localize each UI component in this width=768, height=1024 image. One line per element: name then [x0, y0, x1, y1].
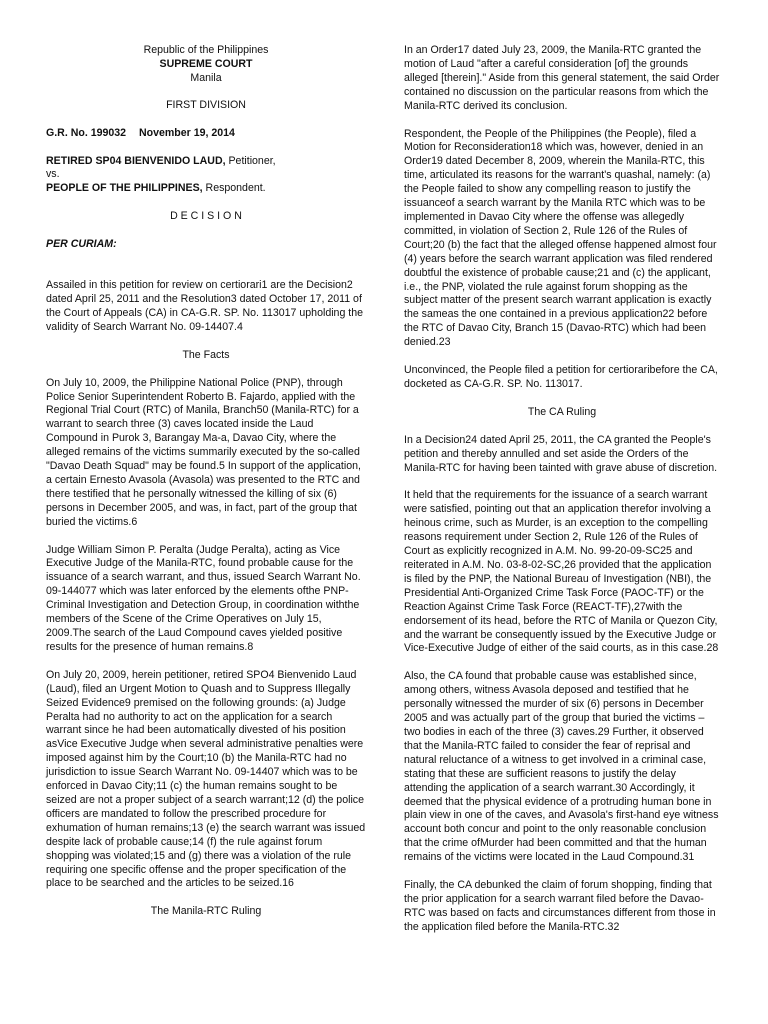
decision-date: November 19, 2014	[138, 126, 235, 139]
facts-heading: The Facts	[182, 348, 230, 361]
court-name: SUPREME COURT	[159, 57, 253, 70]
ca-ruling-heading: The CA Ruling	[527, 405, 597, 418]
respondent-role: Respondent.	[202, 182, 266, 195]
case-number-row	[46, 127, 366, 141]
facts-paragraph-3: On July 20, 2009, herein petitioner, retired SPO4 Bienvenido Laud (Laud), filed an Urgent Motion to Quash and to Suppress Illegally Seized Evidence9 premised on the following grounds: (a) Judge Peralta had no authority to act on the application for a search warrant since he had been automatically divested of his position asVice Executive Judge when several administrative penalties were imposed against him by the Court;10 (b) the Manila-RTC had no jurisdiction to issue Search Warrant No. 09-14407 which was to be enforced in Davao City;11 (c) the human remains sought to be seized are not a proper subject of a search warrant;12 (d) the police officers are mandated to follow the prescribed procedure for exhumation of human remains;13 (e) the search warrant was issued despite lack of probable cause;14 (f) the rule against forum shopping was violated;15 and (g) there was a violation of the rule requiring one specific offense and the proper specification of the place to be searched and the articles to be seized.16	[46, 668, 366, 890]
petitioner-name: RETIRED SP04 BIENVENIDO LAUD,	[46, 154, 226, 167]
ca-paragraph-2: It held that the requirements for the issuance of a search warrant were satisfied, pointing out that an application therefor involving a heinous crime, such as Murder, is an exception to the compelling reasons requirement under Section 2, Rule 126 of the Rules of Court as explicitly recognized in A.M. No. 99-20-09-SC25 and reiterated in A.M. No. 03-8-02-SC,26 provided that the application is filed by the PNP, the National Bureau of Investigation (NBI), the Presidential Anti-Organized Crime Task Force (PAOC-TF) or the Reaction Against Crime Task Force (REACT-TF),27with the endorsement of its head, before the RTC of Manila or Quezon City, and the warrant be consequently issued by the Executive Judge or Vice-Executive Judge of either of the said courts, as in this case.28	[404, 489, 719, 655]
rtc-ruling-heading: The Manila-RTC Ruling	[150, 905, 262, 918]
parties-block	[46, 155, 366, 197]
left-column	[46, 44, 366, 919]
ca-paragraph-1: In a Decision24 dated April 25, 2011, the CA granted the People's petition and thereby annulled and set aside the Orders of the Manila-RTC for having been tainted with grave abuse of discretion.	[404, 433, 718, 474]
right-column	[404, 44, 720, 935]
facts-paragraph-1: On July 10, 2009, the Philippine National Police (PNP), through Police Senior Superintendent Roberto B. Fajardo, applied with the Regional Trial Court (RTC) of Manila, Branch50 (Manila-RTC) for a warrant to search three (3) caves located inside the Laud Compound in Purok 3, Barangay Ma-a, Davao City, where the alleged remains of the victims summarily executed by the so-called "Davao Death Squad" may be found.5 In support of the application, a certain Ernesto Avasola (Avasola) was presented to the RTC and there testified that he personally witnessed the killing of six (6) persons in December 2005, and was, in fact, part of the group that buried the victims.6	[46, 376, 361, 528]
ca-paragraph-4: Finally, the CA debunked the claim of forum shopping, finding that the prior application for a search warrant filed before the Davao-RTC was based on facts and circumstances different from those in the application filed before the Manila-RTC.32	[404, 879, 716, 933]
court-city: Manila	[190, 71, 222, 84]
versus-label: vs.	[46, 168, 60, 181]
republic-line: Republic of the Philippines	[143, 44, 269, 56]
court-header	[46, 44, 366, 113]
rtc-paragraph-2: Respondent, the People of the Philippines (the People), filed a Motion for Reconsideration18 which was, however, denied in an Order19 dated December 8, 2009, wherein the Manila-RTC, this time, articulated its reasons for the warrant's quashal, namely: (a) the People failed to show any compelling reason to justify the issuanceof a search warrant by the Manila RTC which was to be implemented in Davao City where the offense was allegedly committed, in violation of Section 2, Rule 126 of the Rules of Court;20 (b) the fact that the alleged offense happened almost four (4) years before the search warrant application was filed rendered doubtful the existence of probable cause;21 and (c) the applicant, i.e., the PNP, violated the rule against forum shopping as the subject matter of the present search warrant application is exactly the sameas the one contained in a previous application22 before the RTC of Davao City, Branch 15 (Davao-RTC) which had been denied.23	[404, 127, 717, 349]
division-line: FIRST DIVISION	[166, 98, 246, 111]
petitioner-role: Petitioner,	[225, 154, 276, 167]
facts-paragraph-2: Judge William Simon P. Peralta (Judge Peralta), acting as Vice Executive Judge of the Manila-RTC, found probable cause for the issuance of a search warrant, and thus, issued Search Warrant No. 09-144077 which was later enforced by the elements ofthe PNP-Criminal Investigation and Detection Group, in coordination withthe members of the Scene of the Crime Operatives on July 15, 2009.The search of the Laud Compound caves yielded positive results for the presence of human remains.8	[46, 543, 361, 653]
intro-paragraph: Assailed in this petition for review on certiorari1 are the Decision2 dated April 25, 2011 and the Resolution3 dated October 17, 2011 of the Court of Appeals (CA) in CA-G.R. SP. No. 113017 upholding the validity of Search Warrant No. 09-14407.4	[46, 279, 364, 333]
ca-paragraph-3: Also, the CA found that probable cause was established since, among others, witness Avasola deposed and testified that he personally witnessed the murder of six (6) persons in December 2005 and was actually part of the group that buried the victims – two bodies in each of the three (3) caves.29 Further, it observed that the Manila-RTC failed to consider the fear of reprisal and natural reluctance of a witness to get involved in a criminal case, stating that these are sufficient reasons to justify the delay attending the application of a search warrant.30 Accordingly, it deemed that the physical evidence of a protruding human bone in plain view in one of the caves, and Avasola's first-hand eye witness account both concur and point to the only reasonable conclusion that the crime ofMurder had been committed and that the human remains of the victims were located in the Laud Compound.31	[404, 670, 719, 864]
per-curiam-label: PER CURIAM:	[46, 238, 117, 251]
respondent-name: PEOPLE OF THE PHILIPPINES,	[46, 182, 203, 195]
decision-title: D E C I S I O N	[170, 210, 242, 223]
rtc-paragraph-1: In an Order17 dated July 23, 2009, the Manila-RTC granted the motion of Laud "after a careful consideration [of] the grounds alleged [therein]." Aside from this general statement, the said Order contained no discussion on the particular reasons from which the Manila-RTC derived its conclusion.	[404, 44, 720, 112]
gr-number: G.R. No. 199032	[46, 126, 127, 139]
rtc-paragraph-3: Unconvinced, the People filed a petition for certioraribefore the CA, docketed as CA-G.R. SP. No. 113017.	[404, 364, 718, 390]
